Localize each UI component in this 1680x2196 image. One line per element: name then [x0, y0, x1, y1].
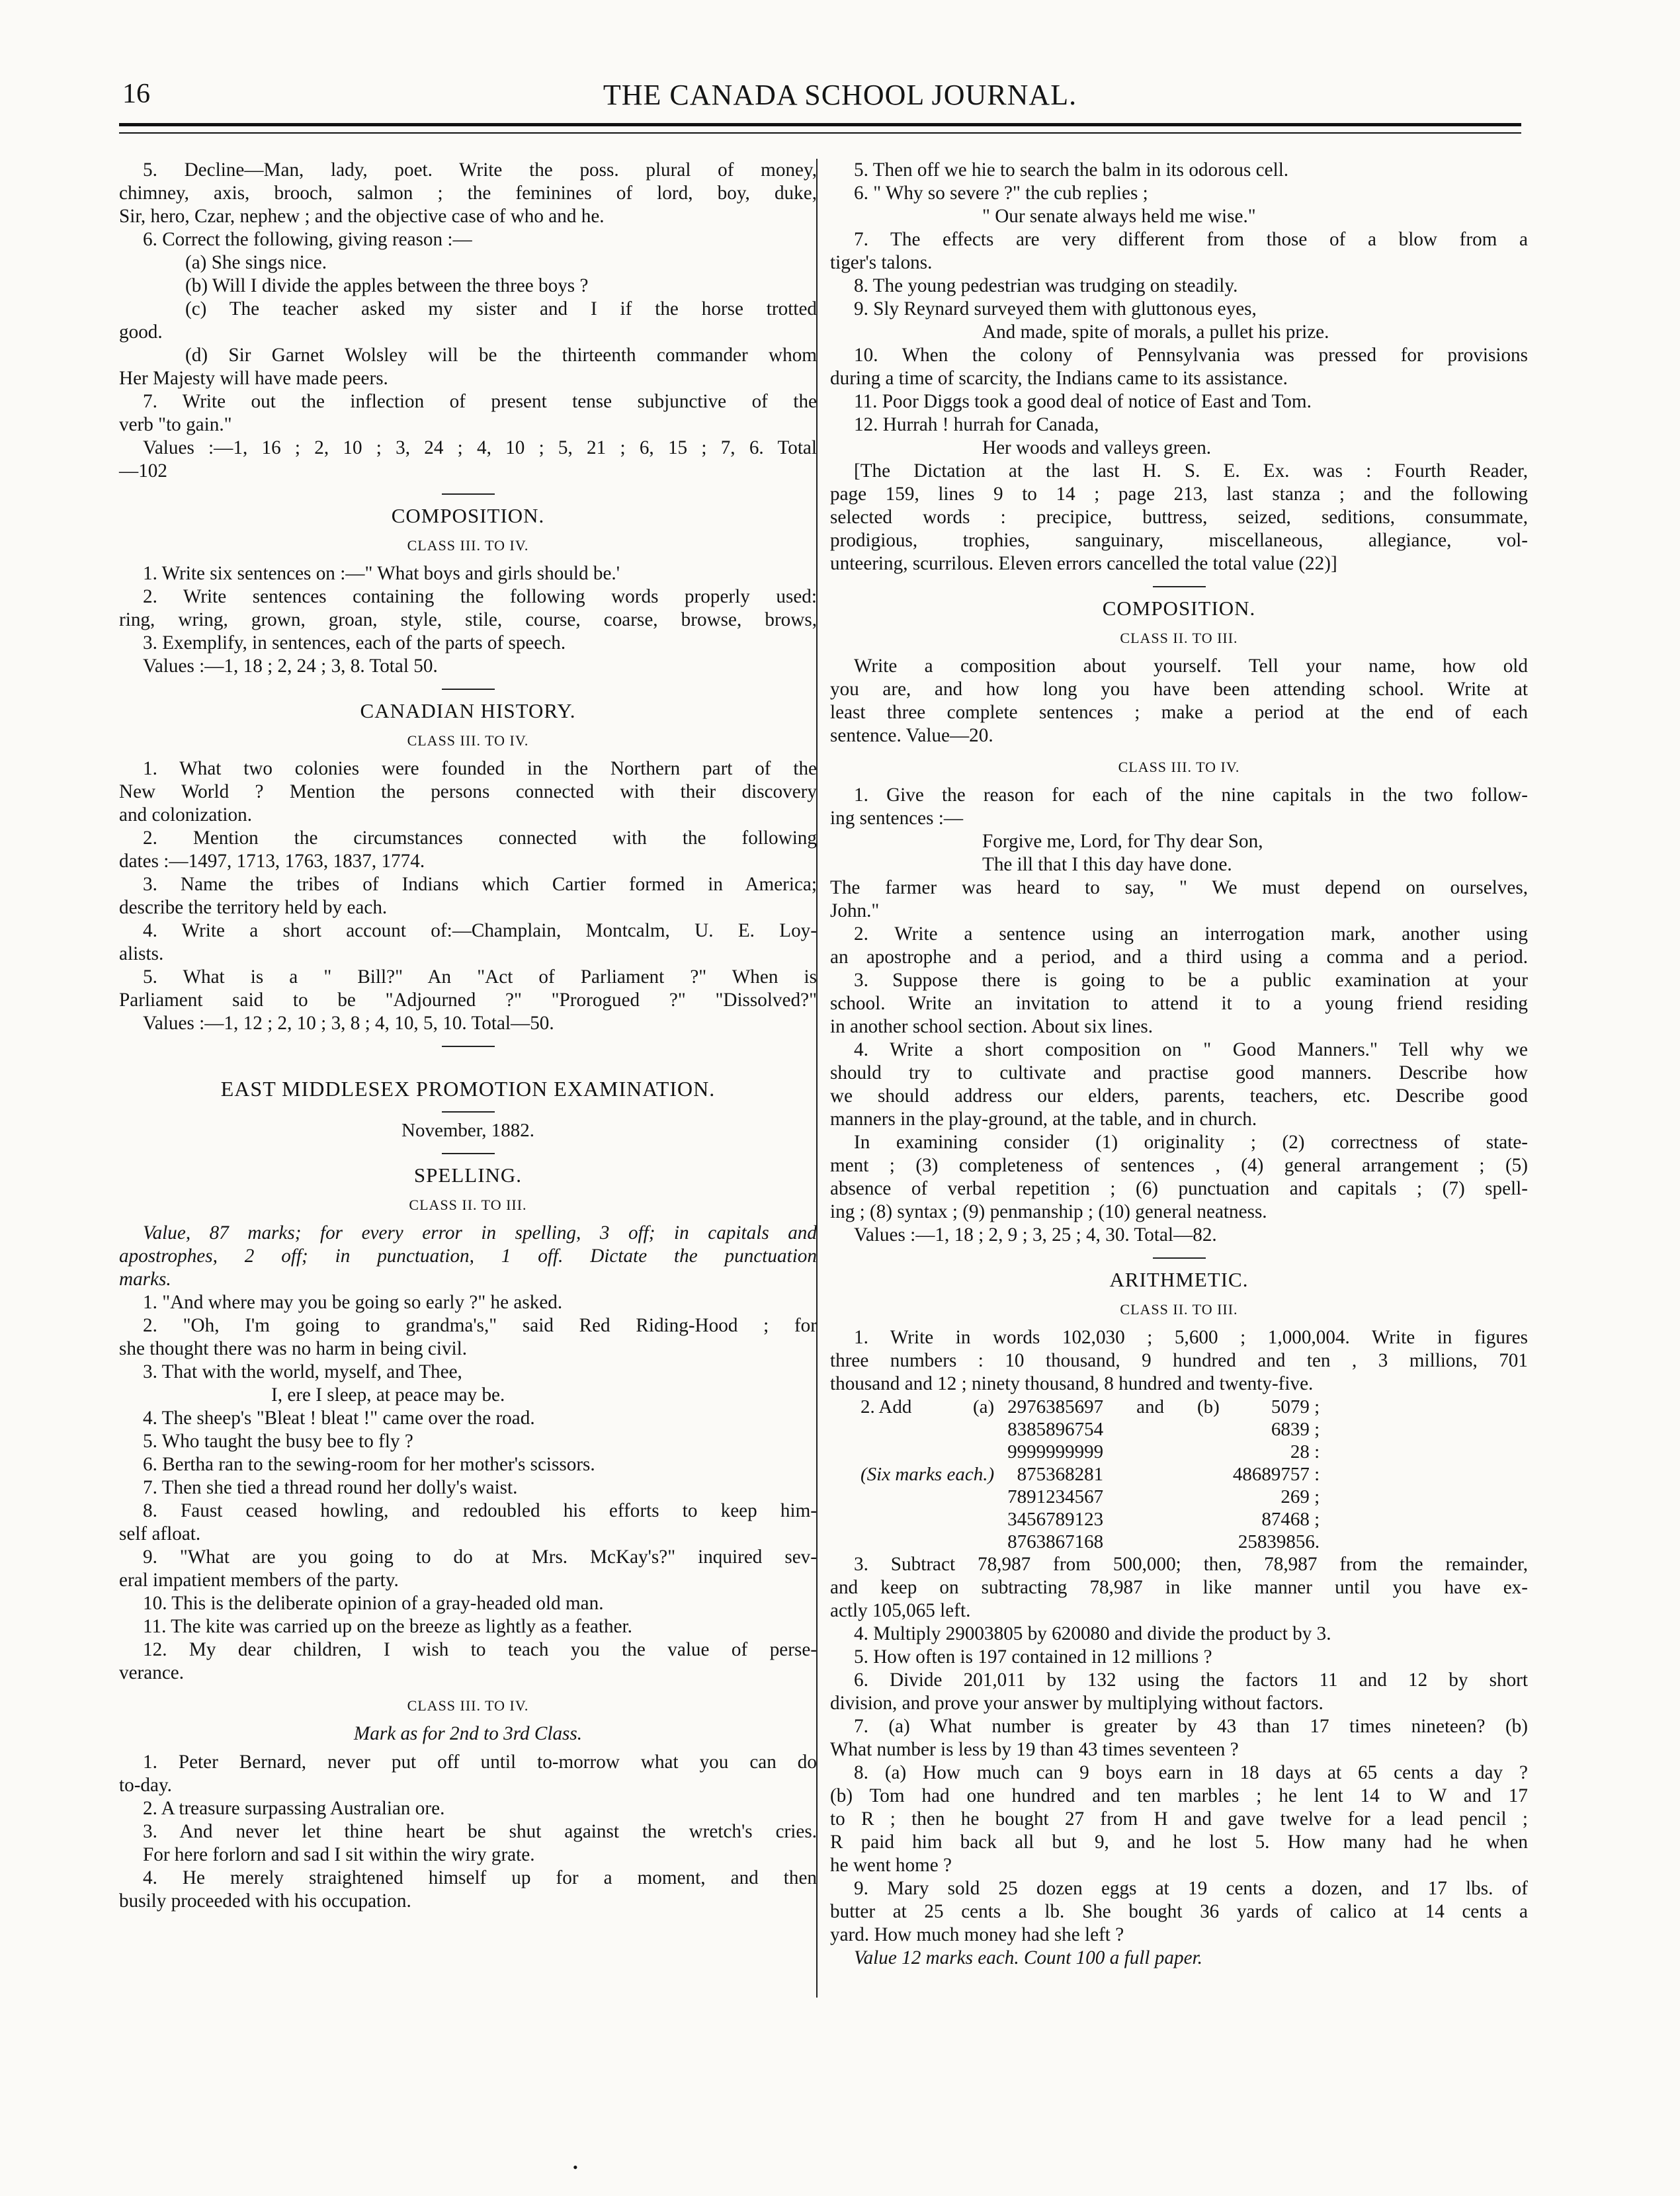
six-marks-note: (Six marks each.)	[861, 1464, 995, 1485]
text-line: John."	[830, 900, 880, 921]
class-label: CLASS III. TO IV.	[1118, 759, 1240, 775]
grammar-questions-continued	[119, 159, 817, 483]
text-line: 10. This is the deliberate opinion of a gray-headed old man.	[143, 1593, 604, 1614]
text-line: Parliament said to be "Adjourned ?" "Prorogued ?" "Dissolved?"	[119, 990, 817, 1011]
text-line: 4. He merely straightened himself up for a moment, and then	[143, 1867, 817, 1888]
add-a-number: 8385896754	[1007, 1419, 1104, 1440]
text-line: 6. Bertha ran to the sewing-room for her mother's scissors.	[143, 1454, 595, 1475]
class-label: CLASS III. TO IV.	[407, 537, 529, 554]
text-line: Values :—1, 12 ; 2, 10 ; 3, 8 ; 4, 10, 5, 10. Total—50.	[143, 1013, 554, 1034]
text-line: 2. Mention the circumstances connected with the following	[143, 827, 817, 849]
class-label: CLASS III. TO IV.	[407, 732, 529, 749]
text-line: Values :—1, 18 ; 2, 24 ; 3, 8. Total 50.	[143, 655, 438, 677]
text-line: 4. The sheep's "Bleat ! bleat !" came over the road.	[143, 1408, 535, 1429]
text-line: 6. Divide 201,011 by 132 using the factors 11 and 12 by short	[854, 1669, 1528, 1691]
text-line: to-day.	[119, 1775, 172, 1796]
add-b-number: 6839 ;	[1271, 1419, 1320, 1440]
text-line: (d) Sir Garnet Wolsley will be the thirteenth commander whom	[185, 345, 817, 366]
text-line: 3. That with the world, myself, and Thee,	[143, 1361, 462, 1382]
section-rule	[442, 689, 495, 690]
text-line: 9. Sly Reynard surveyed them with gluttonous eyes,	[854, 298, 1257, 319]
text-line: manners in the play-ground, at the table, and in church.	[830, 1109, 1257, 1130]
text-line: 10. When the colony of Pennsylvania was pressed for provisions	[854, 345, 1528, 366]
text-line: 12. Hurrah ! hurrah for Canada,	[854, 414, 1099, 435]
text-line: thousand and 12 ; ninety thousand, 8 hundred and twenty-five.	[830, 1373, 1314, 1394]
text-line: 2. A treasure surpassing Australian ore.	[143, 1798, 445, 1819]
arithmetic-heading: ARITHMETIC.	[1109, 1268, 1249, 1291]
text-line: we should address our elders, parents, teachers, etc. Describe good	[830, 1085, 1528, 1107]
add-a-number: 7891234567	[1007, 1486, 1104, 1507]
addition-problems	[854, 1396, 1326, 1553]
spelling-heading: SPELLING.	[413, 1163, 523, 1187]
add-b-number: 5079 ;	[1271, 1396, 1320, 1417]
class-label: CLASS II. TO III.	[1120, 630, 1238, 646]
text-line: What number is less by 19 than 43 times seventeen ?	[830, 1739, 1239, 1760]
section-rule	[1153, 1257, 1206, 1259]
text-line: Her woods and valleys green.	[982, 437, 1212, 458]
class-label: CLASS III. TO IV.	[407, 1697, 529, 1714]
text-line: 8. The young pedestrian was trudging on steadily.	[854, 275, 1238, 296]
add-b-label: (b)	[1197, 1396, 1220, 1417]
right-column	[830, 159, 1528, 1970]
text-line: " Our senate always held me wise."	[982, 206, 1256, 227]
text-line: apostrophes, 2 off; in punctuation, 1 off. Dictate the punctuation	[119, 1246, 817, 1267]
text-line: [The Dictation at the last H. S. E. Ex. was : Fourth Reader,	[854, 460, 1528, 482]
add-b-number: 48689757 :	[1232, 1464, 1320, 1485]
print-speck: •	[573, 2159, 578, 2175]
text-line: to R ; then he bought 27 from H and gave twelve for a lead pencil ;	[830, 1808, 1528, 1830]
text-line: school. Write an invitation to attend it to a young friend residing	[830, 993, 1528, 1014]
text-line: 4. Multiply 29003805 by 620080 and divide the product by 3.	[854, 1623, 1331, 1644]
text-line: 1. Write six sentences on :—" What boys and girls should be.'	[143, 563, 620, 584]
mark-note: Mark as for 2nd to 3rd Class.	[353, 1723, 583, 1744]
text-line: 3. And never let thine heart be shut against the wretch's cries.	[143, 1821, 817, 1842]
text-line: 9. "What are you going to do at Mrs. McKay's?" inquired sev-	[143, 1546, 817, 1568]
add-and: and	[1136, 1396, 1164, 1417]
text-line: 3. Subtract 78,987 from 500,000; then, 78,987 from the remainder,	[854, 1554, 1528, 1575]
text-line: 12. My dear children, I wish to teach you the value of perse-	[143, 1639, 817, 1660]
text-line: The farmer was heard to say, " We must depend on ourselves,	[830, 877, 1528, 898]
text-line: Write a composition about yourself. Tell your name, how old	[854, 655, 1528, 677]
text-line: and keep on subtracting 78,987 in like manner until you have ex-	[830, 1577, 1528, 1598]
text-line: I, ere I sleep, at peace may be.	[271, 1384, 505, 1406]
text-line: 7. Write out the inflection of present tense subjunctive of the	[143, 391, 817, 412]
composition-heading: COMPOSITION.	[391, 504, 545, 527]
text-line: 2. Write a sentence using an interrogation mark, another using	[854, 923, 1528, 945]
text-line: 5. Decline—Man, lady, poet. Write the poss. plural of money,	[143, 159, 817, 181]
text-line: 8. (a) How much can 9 boys earn in 18 days at 65 cents a day ?	[854, 1762, 1528, 1783]
add-label: 2. Add	[861, 1396, 912, 1417]
text-line: Values :—1, 16 ; 2, 10 ; 3, 24 ; 4, 10 ; 5, 21 ; 6, 15 ; 7, 6. Total	[143, 437, 817, 458]
section-rule	[442, 1046, 495, 1047]
text-line: butter at 25 cents a lb. She bought 36 yards of calico at 14 cents a	[830, 1901, 1528, 1922]
text-line: 2. Write sentences containing the following words properly used:	[143, 586, 817, 607]
text-line: selected words : precipice, buttress, seized, seditions, consummate,	[830, 507, 1528, 528]
add-a-number: 2976385697	[1007, 1396, 1104, 1417]
add-b-number: 28 :	[1290, 1441, 1320, 1462]
header-rule-thin	[119, 132, 1521, 134]
text-line: ment ; (3) completeness of sentences , (4) general arrangement ; (5)	[830, 1155, 1528, 1176]
text-line: self afloat.	[119, 1523, 201, 1544]
text-line: unteering, scurrilous. Eleven errors cancelled the total value (22)]	[830, 553, 1337, 574]
text-line: (b) Will I divide the apples between the three boys ?	[185, 275, 589, 296]
text-line: 5. How often is 197 contained in 12 millions ?	[854, 1646, 1212, 1668]
exam-date: November, 1882.	[401, 1120, 534, 1141]
section-rule	[442, 1153, 495, 1154]
text-line: and colonization.	[119, 804, 253, 825]
running-title: THE CANADA SCHOOL JOURNAL.	[603, 79, 1077, 111]
add-a-number: 8763867168	[1007, 1531, 1104, 1552]
text-line: —102	[119, 460, 167, 482]
canadian-history-heading: CANADIAN HISTORY.	[360, 699, 576, 722]
section-rule	[442, 1111, 495, 1113]
text-line: 7. (a) What number is greater by 43 than 17 times nineteen? (b)	[854, 1716, 1528, 1737]
text-line: 3. Exemplify, in sentences, each of the parts of speech.	[143, 632, 566, 654]
left-column	[119, 159, 817, 1913]
class-label: CLASS II. TO III.	[1120, 1301, 1238, 1318]
text-line: 7. Then she tied a thread round her dolly's waist.	[143, 1477, 518, 1498]
text-line: 3. Name the tribes of Indians which Cartier formed in America;	[143, 874, 817, 895]
text-line: (b) Tom had one hundred and ten marbles ; he lent 14 to W and 17	[830, 1785, 1528, 1806]
text-line: verance.	[119, 1662, 185, 1683]
text-line: 4. Write a short account of:—Champlain, Montcalm, U. E. Loy-	[143, 920, 817, 941]
text-line: good.	[119, 321, 163, 343]
text-line: in another school section. About six lines.	[830, 1016, 1154, 1037]
add-b-number: 269 ;	[1281, 1486, 1320, 1507]
text-line: 2. "Oh, I'm going to grandma's," said Red Riding-Hood ; for	[143, 1315, 817, 1336]
text-line: prodigious, trophies, sanguinary, miscellaneous, allegiance, vol-	[830, 530, 1528, 551]
text-line: 7. The effects are very different from those of a blow from a	[854, 229, 1528, 250]
exam-heading: EAST MIDDLESEX PROMOTION EXAMINATION.	[220, 1077, 716, 1101]
text-line: 1. Write in words 102,030 ; 5,600 ; 1,000,004. Write in figures	[854, 1327, 1528, 1348]
section-rule	[1153, 586, 1206, 587]
text-line: chimney, axis, brooch, salmon ; the feminines of lord, boy, duke,	[119, 183, 817, 204]
text-line: The ill that I this day have done.	[982, 854, 1232, 875]
header-rule-thick	[119, 123, 1521, 126]
text-line: (c) The teacher asked my sister and I if the horse trotted	[185, 298, 817, 319]
text-line: Forgive me, Lord, for Thy dear Son,	[982, 831, 1263, 852]
text-line: ring, wring, grown, groan, style, stile, course, coarse, browse, brows,	[119, 609, 817, 630]
text-line: tiger's talons.	[830, 252, 933, 273]
text-line: For here forlorn and sad I sit within the wiry grate.	[143, 1844, 535, 1865]
add-b-number: 87468 ;	[1261, 1509, 1320, 1530]
text-line: R paid him back all but 9, and he lost 5. How many had he when	[830, 1832, 1528, 1853]
text-line: three numbers : 10 thousand, 9 hundred and ten , 3 millions, 701	[830, 1350, 1528, 1371]
text-line: busily proceeded with his occupation.	[119, 1890, 411, 1912]
text-line: 11. The kite was carried up on the breeze as lightly as a feather.	[143, 1616, 632, 1637]
section-rule	[442, 493, 495, 495]
text-line: division, and prove your answer by multiplying without factors.	[830, 1693, 1323, 1714]
class-label: CLASS II. TO III.	[409, 1197, 527, 1213]
add-a-label: (a)	[972, 1396, 995, 1417]
text-line: ing sentences :—	[830, 808, 964, 829]
text-line: you are, and how long you have been attending school. Write at	[830, 679, 1528, 700]
text-line: describe the territory held by each.	[119, 897, 388, 918]
text-line: 1. "And where may you be going so early ?" he asked.	[143, 1292, 563, 1313]
text-line: Her Majesty will have made peers.	[119, 368, 388, 389]
add-a-number: 9999999999	[1007, 1441, 1104, 1462]
text-line: 3. Suppose there is going to be a public examination at your	[854, 970, 1528, 991]
text-line: an apostrophe and a period, and a third using a comma and a period.	[830, 947, 1528, 968]
text-line: 6. " Why so severe ?" the cub replies ;	[854, 183, 1148, 204]
add-a-number: 875368281	[1017, 1464, 1104, 1485]
text-line: alists.	[119, 943, 164, 964]
text-line: he went home ?	[830, 1855, 952, 1876]
text-line: during a time of scarcity, the Indians came to its assistance.	[830, 368, 1288, 389]
text-line: 9. Mary sold 25 dozen eggs at 19 cents a dozen, and 17 lbs. of	[854, 1878, 1528, 1899]
text-line: 5. Who taught the busy bee to fly ?	[143, 1431, 413, 1452]
text-line: least three complete sentences ; make a period at the end of each	[830, 702, 1528, 723]
text-line: she thought there was no harm in being civil.	[119, 1338, 468, 1359]
composition-heading: COMPOSITION.	[1102, 597, 1256, 620]
add-a-number: 3456789123	[1007, 1509, 1104, 1530]
text-line: absence of verbal repetition ; (6) punctuation and capitals ; (7) spell-	[830, 1178, 1528, 1199]
text-line: 1. Give the reason for each of the nine capitals in the two follow-	[854, 784, 1528, 806]
text-line: should try to cultivate and practise good manners. Describe how	[830, 1062, 1528, 1083]
text-line: 11. Poor Diggs took a good deal of notice of East and Tom.	[854, 391, 1312, 412]
text-line: 5. What is a " Bill?" An "Act of Parliament ?" When is	[143, 966, 817, 988]
add-b-number: 25839856.	[1238, 1531, 1320, 1552]
text-line: marks.	[119, 1269, 171, 1290]
text-line: 4. Write a short composition on " Good Manners." Tell why we	[854, 1039, 1528, 1060]
text-line: page 159, lines 9 to 14 ; page 213, last stanza ; and the following	[830, 484, 1528, 505]
text-line: 1. What two colonies were founded in the Northern part of the	[143, 758, 817, 779]
value-note: Value 12 marks each. Count 100 a full paper.	[854, 1947, 1202, 1968]
text-line: (a) She sings nice.	[185, 252, 327, 273]
text-line: And made, spite of morals, a pullet his prize.	[982, 321, 1329, 343]
page-number: 16	[122, 79, 150, 109]
text-line: Value, 87 marks; for every error in spelling, 3 off; in capitals and	[143, 1222, 817, 1244]
text-line: 6. Correct the following, giving reason :—	[143, 229, 472, 250]
text-line: Sir, hero, Czar, nephew ; and the objective case of who and he.	[119, 206, 605, 227]
text-line: Values :—1, 18 ; 2, 9 ; 3, 25 ; 4, 30. Total—82.	[854, 1224, 1217, 1246]
text-line: dates :—1497, 1713, 1763, 1837, 1774.	[119, 851, 425, 872]
text-line: ing ; (8) syntax ; (9) penmanship ; (10) general neatness.	[830, 1201, 1267, 1222]
text-line: verb "to gain."	[119, 414, 232, 435]
text-line: actly 105,065 left.	[830, 1600, 971, 1621]
text-line: 8. Faust ceased howling, and redoubled his efforts to keep him-	[143, 1500, 817, 1521]
text-line: 1. Peter Bernard, never put off until to-morrow what you can do	[143, 1752, 817, 1773]
text-line: eral impatient members of the party.	[119, 1570, 399, 1591]
text-line: 5. Then off we hie to search the balm in its odorous cell.	[854, 159, 1289, 181]
text-line: sentence. Value—20.	[830, 725, 993, 746]
text-line: In examining consider (1) originality ; (2) correctness of state-	[854, 1132, 1528, 1153]
text-line: New World ? Mention the persons connected with their discovery	[119, 781, 817, 802]
text-line: yard. How much money had she left ?	[830, 1924, 1124, 1945]
